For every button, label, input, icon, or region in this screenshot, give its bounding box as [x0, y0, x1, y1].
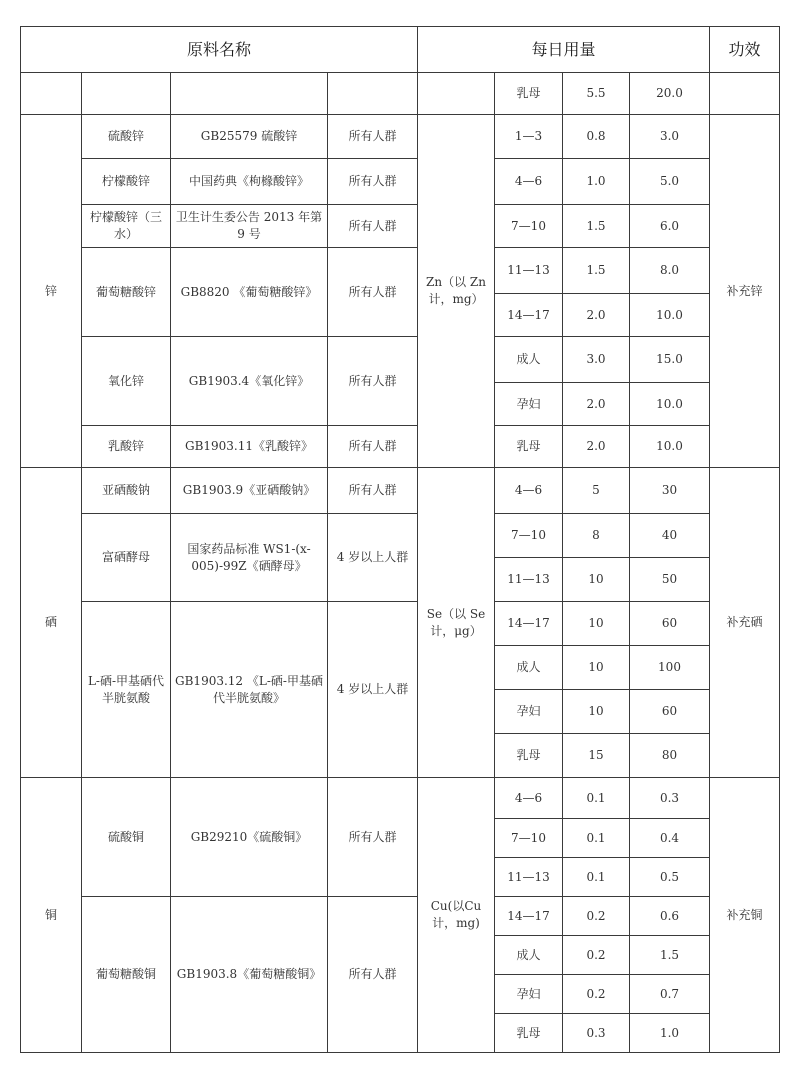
dosage-group: 孕妇	[495, 690, 563, 734]
compound-name: 柠檬酸锌	[82, 159, 171, 205]
dosage-max: 60	[630, 602, 710, 646]
dosage-min: 15	[563, 734, 630, 778]
compound-population: 所有人群	[328, 426, 418, 468]
dosage-max: 100	[630, 646, 710, 690]
dosage-min: 0.1	[563, 778, 630, 819]
blank-cell	[21, 73, 82, 115]
dosage-group: 孕妇	[495, 975, 563, 1014]
compound-standard: GB29210《硫酸铜》	[171, 778, 328, 897]
element-copper: 铜	[21, 778, 82, 1053]
blank-cell	[418, 73, 495, 115]
dosage-max: 5.0	[630, 159, 710, 205]
unit-copper: Cu(以Cu计，mg)	[418, 778, 495, 1053]
compound-name: 富硒酵母	[82, 514, 171, 602]
dosage-group: 乳母	[495, 426, 563, 468]
dosage-min: 0.1	[563, 819, 630, 858]
dosage-group: 7—10	[495, 819, 563, 858]
unit-selenium: Se（以 Se 计，μg）	[418, 468, 495, 778]
compound-standard: GB1903.12 《L-硒-甲基硒代半胱氨酸》	[171, 602, 328, 778]
compound-standard: GB1903.9《亚硒酸钠》	[171, 468, 328, 514]
blank-cell	[171, 73, 328, 115]
compound-standard: 中国药典《枸橼酸锌》	[171, 159, 328, 205]
dosage-max: 40	[630, 514, 710, 558]
table-row	[21, 468, 780, 514]
dosage-min: 10	[563, 602, 630, 646]
compound-population: 所有人群	[328, 115, 418, 159]
dosage-max: 3.0	[630, 115, 710, 159]
dosage-max: 0.5	[630, 858, 710, 897]
effect-copper: 补充铜	[710, 778, 780, 1053]
table-row	[21, 602, 780, 646]
dosage-min: 0.1	[563, 858, 630, 897]
dosage-min: 0.2	[563, 897, 630, 936]
dosage-group: 乳母	[495, 73, 563, 115]
dosage-min: 10	[563, 646, 630, 690]
compound-population: 所有人群	[328, 248, 418, 337]
header-daily-dosage: 每日用量	[418, 27, 710, 73]
compound-name: L-硒-甲基硒代半胱氨酸	[82, 602, 171, 778]
table-row	[21, 778, 780, 819]
table-row	[21, 159, 780, 205]
dosage-min: 10	[563, 690, 630, 734]
dosage-group: 乳母	[495, 734, 563, 778]
table-row	[21, 514, 780, 558]
compound-name: 乳酸锌	[82, 426, 171, 468]
blank-cell	[710, 73, 780, 115]
compound-population: 4 岁以上人群	[328, 602, 418, 778]
dosage-max: 10.0	[630, 294, 710, 337]
compound-standard: GB25579 硫酸锌	[171, 115, 328, 159]
dosage-max: 30	[630, 468, 710, 514]
dosage-min: 2.0	[563, 383, 630, 426]
dosage-min: 2.0	[563, 294, 630, 337]
dosage-group: 14—17	[495, 897, 563, 936]
table-row	[21, 426, 780, 468]
dosage-group: 成人	[495, 337, 563, 383]
compound-name: 亚硒酸钠	[82, 468, 171, 514]
dosage-group: 7—10	[495, 205, 563, 248]
compound-standard: GB1903.4《氧化锌》	[171, 337, 328, 426]
blank-cell	[82, 73, 171, 115]
dosage-max: 8.0	[630, 248, 710, 294]
dosage-group: 11—13	[495, 558, 563, 602]
table-row	[21, 115, 780, 159]
dosage-min: 2.0	[563, 426, 630, 468]
dosage-min: 8	[563, 514, 630, 558]
dosage-group: 4—6	[495, 159, 563, 205]
compound-population: 所有人群	[328, 337, 418, 426]
header-ingredient-name: 原料名称	[21, 27, 418, 73]
dosage-min: 3.0	[563, 337, 630, 383]
dosage-min: 1.5	[563, 248, 630, 294]
dosage-max: 20.0	[630, 73, 710, 115]
dosage-group: 1—3	[495, 115, 563, 159]
dosage-group: 孕妇	[495, 383, 563, 426]
compound-name: 氧化锌	[82, 337, 171, 426]
effect-zinc: 补充锌	[710, 115, 780, 468]
dosage-max: 60	[630, 690, 710, 734]
dosage-group: 4—6	[495, 468, 563, 514]
dosage-max: 10.0	[630, 426, 710, 468]
effect-selenium: 补充硒	[710, 468, 780, 778]
element-selenium: 硒	[21, 468, 82, 778]
dosage-max: 0.3	[630, 778, 710, 819]
blank-cell	[328, 73, 418, 115]
dosage-max: 10.0	[630, 383, 710, 426]
dosage-max: 1.0	[630, 1014, 710, 1053]
dosage-min: 1.5	[563, 205, 630, 248]
dosage-min: 5	[563, 468, 630, 514]
compound-name: 柠檬酸锌（三水）	[82, 205, 171, 248]
compound-standard: GB1903.11《乳酸锌》	[171, 426, 328, 468]
dosage-min: 0.2	[563, 936, 630, 975]
continuation-row	[21, 73, 780, 115]
dosage-group: 14—17	[495, 602, 563, 646]
dosage-group: 7—10	[495, 514, 563, 558]
compound-standard: 国家药品标准 WS1-(x-005)-99Z《硒酵母》	[171, 514, 328, 602]
dosage-min: 0.3	[563, 1014, 630, 1053]
dosage-min: 5.5	[563, 73, 630, 115]
dosage-min: 1.0	[563, 159, 630, 205]
dosage-group: 11—13	[495, 248, 563, 294]
unit-zinc: Zn（以 Zn 计，mg）	[418, 115, 495, 468]
compound-name: 葡萄糖酸锌	[82, 248, 171, 337]
dosage-group: 4—6	[495, 778, 563, 819]
dosage-max: 0.6	[630, 897, 710, 936]
compound-population: 所有人群	[328, 897, 418, 1053]
compound-population: 4 岁以上人群	[328, 514, 418, 602]
compound-population: 所有人群	[328, 159, 418, 205]
compound-population: 所有人群	[328, 468, 418, 514]
compound-population: 所有人群	[328, 205, 418, 248]
table-row	[21, 205, 780, 248]
ingredient-dosage-table	[20, 26, 780, 1053]
dosage-min: 0.8	[563, 115, 630, 159]
dosage-max: 0.4	[630, 819, 710, 858]
dosage-group: 14—17	[495, 294, 563, 337]
dosage-max: 50	[630, 558, 710, 602]
dosage-max: 6.0	[630, 205, 710, 248]
dosage-group: 乳母	[495, 1014, 563, 1053]
dosage-group: 成人	[495, 646, 563, 690]
compound-name: 硫酸铜	[82, 778, 171, 897]
dosage-max: 80	[630, 734, 710, 778]
compound-standard: GB1903.8《葡萄糖酸铜》	[171, 897, 328, 1053]
header-row	[21, 27, 780, 73]
table-row	[21, 337, 780, 383]
dosage-max: 15.0	[630, 337, 710, 383]
table-row	[21, 248, 780, 294]
dosage-min: 0.2	[563, 975, 630, 1014]
dosage-group: 11—13	[495, 858, 563, 897]
table-row	[21, 897, 780, 936]
compound-name: 葡萄糖酸铜	[82, 897, 171, 1053]
compound-standard: 卫生计生委公告 2013 年第 9 号	[171, 205, 328, 248]
dosage-group: 成人	[495, 936, 563, 975]
dosage-min: 10	[563, 558, 630, 602]
compound-name: 硫酸锌	[82, 115, 171, 159]
compound-population: 所有人群	[328, 778, 418, 897]
element-zinc: 锌	[21, 115, 82, 468]
header-effect: 功效	[710, 27, 780, 73]
dosage-max: 1.5	[630, 936, 710, 975]
dosage-max: 0.7	[630, 975, 710, 1014]
compound-standard: GB8820 《葡萄糖酸锌》	[171, 248, 328, 337]
